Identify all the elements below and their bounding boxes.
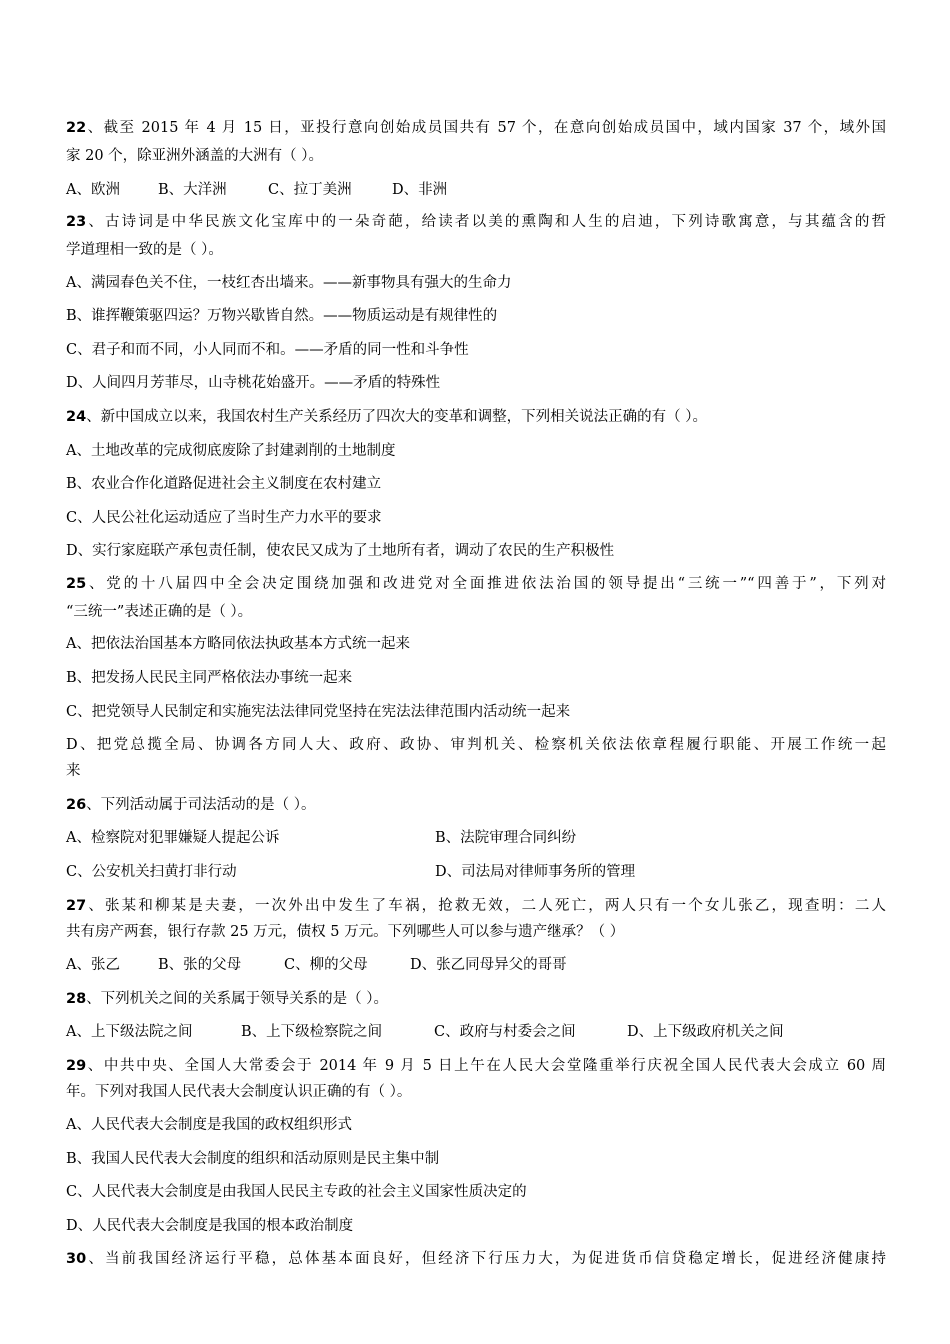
question-29-option-d: D、人民代表大会制度是我国的根本政治制度: [66, 1218, 354, 1234]
question-27-option-a: A、张乙: [66, 957, 120, 973]
question-number: 30: [66, 1251, 87, 1267]
question-number: 29: [66, 1058, 87, 1074]
question-29-stem-line2: 年。下列对我国人民代表大会制度认识正确的有（ ）。: [66, 1084, 412, 1100]
question-number: 26: [66, 797, 87, 813]
question-number: 28: [66, 991, 87, 1007]
question-24-option-b: B、农业合作化道路促进社会主义制度在农村建立: [66, 476, 382, 492]
question-27-option-d: D、张乙同母异父的哥哥: [410, 957, 567, 973]
question-25-stem-line2: “三统一”表述正确的是（ ）。: [66, 604, 253, 620]
question-25-option-a: A、把依法治国基本方略同依法执政基本方式统一起来: [66, 636, 410, 652]
question-25-option-c: C、把党领导人民制定和实施宪法法律同党坚持在宪法法律范围内活动统一起来: [66, 704, 571, 720]
question-23-option-d: D、人间四月芳菲尽，山寺桃花始盛开。——矛盾的特殊性: [66, 375, 441, 391]
question-29-option-c: C、人民代表大会制度是由我国人民民主专政的社会主义国家性质决定的: [66, 1184, 527, 1200]
question-22-option-d: D、非洲: [392, 182, 448, 198]
question-26-stem-line1: 26、下列活动属于司法活动的是（ ）。: [66, 797, 316, 813]
question-22-stem-line1: 22、截至 2015 年 4 月 15 日，亚投行意向创始成员国共有 57 个，在意向创始成员国中，域内国家 37 个，域外国: [66, 120, 886, 136]
question-25-option-d: D、把党总揽全局、协调各方同人大、政府、政协、审判机关、检察机关依法依章程履行职能、开展工作统一起: [66, 737, 886, 753]
question-27-option-c: C、柳的父母: [284, 957, 368, 973]
question-27-option-b: B、张的父母: [158, 957, 242, 973]
question-24-option-c: C、人民公社化运动适应了当时生产力水平的要求: [66, 510, 382, 526]
question-25-stem-line1: 25、党的十八届四中全会决定围绕加强和改进党对全面推进依法治国的领导提出“三统一”“四善于”，下列对: [66, 576, 886, 592]
question-25-option-d-cont: 来: [66, 763, 81, 779]
question-26-option-d: D、司法局对律师事务所的管理: [435, 864, 636, 880]
question-28-option-d: D、上下级政府机关之间: [627, 1024, 784, 1040]
question-24-option-a: A、土地改革的完成彻底废除了封建剥削的土地制度: [66, 443, 396, 459]
question-24-option-d: D、实行家庭联产承包责任制，使农民又成为了土地所有者，调动了农民的生产积极性: [66, 543, 615, 559]
question-27-stem-line1: 27、张某和柳某是夫妻，一次外出中发生了车祸，抢救无效，二人死亡，两人只有一个女儿张乙，现查明：二人: [66, 898, 886, 914]
question-22-option-a: A、欧洲: [66, 182, 120, 198]
question-23-option-c: C、君子和而不同，小人同而不和。——矛盾的同一性和斗争性: [66, 342, 469, 358]
question-25-option-b: B、把发扬人民民主同严格依法办事统一起来: [66, 670, 353, 686]
question-23-option-b: B、谁挥鞭策驱四运？万物兴歇皆自然。——物质运动是有规律性的: [66, 308, 498, 324]
question-28-option-a: A、上下级法院之间: [66, 1024, 193, 1040]
question-number: 23: [66, 214, 87, 230]
question-27-stem-line2: 共有房产两套，银行存款 25 万元，债权 5 万元。下列哪些人可以参与遗产继承？（ ）: [66, 924, 625, 940]
question-23-stem-line2: 学道理相一致的是（ ）。: [66, 242, 223, 258]
question-28-stem-line1: 28、下列机关之间的关系属于领导关系的是（ ）。: [66, 991, 389, 1007]
question-number: 25: [66, 576, 87, 592]
question-29-option-b: B、我国人民代表大会制度的组织和活动原则是民主集中制: [66, 1151, 440, 1167]
question-number: 24: [66, 409, 87, 425]
question-24-stem-line1: 24、新中国成立以来，我国农村生产关系经历了四次大的变革和调整，下列相关说法正确的有（ ）。: [66, 409, 708, 425]
question-22-option-c: C、拉丁美洲: [268, 182, 352, 198]
question-26-option-a: A、检察院对犯罪嫌疑人提起公诉: [66, 830, 280, 846]
question-28-option-b: B、上下级检察院之间: [241, 1024, 383, 1040]
question-29-stem-line1: 29、中共中央、全国人大常委会于 2014 年 9 月 5 日上午在人民大会堂隆重举行庆祝全国人民代表大会成立 60 周: [66, 1058, 886, 1074]
question-23-stem-line1: 23、古诗词是中华民族文化宝库中的一朵奇葩，给读者以美的熏陶和人生的启迪，下列诗歌寓意，与其蕴含的哲: [66, 214, 886, 230]
question-22-stem-line2: 家 20 个，除亚洲外涵盖的大洲有（ ）。: [66, 148, 324, 164]
question-30-stem-line1: 30、当前我国经济运行平稳，总体基本面良好，但经济下行压力大，为促进货币信贷稳定增长，促进经济健康持: [66, 1251, 886, 1267]
question-28-option-c: C、政府与村委会之间: [434, 1024, 576, 1040]
question-26-option-b: B、法院审理合同纠纷: [435, 830, 577, 846]
question-number: 27: [66, 898, 87, 914]
question-number: 22: [66, 120, 87, 136]
question-29-option-a: A、人民代表大会制度是我国的政权组织形式: [66, 1117, 352, 1133]
question-22-option-b: B、大洋洲: [158, 182, 227, 198]
question-23-option-a: A、满园春色关不住，一枝红杏出墙来。——新事物具有强大的生命力: [66, 275, 512, 291]
question-26-option-c: C、公安机关扫黄打非行动: [66, 864, 237, 880]
